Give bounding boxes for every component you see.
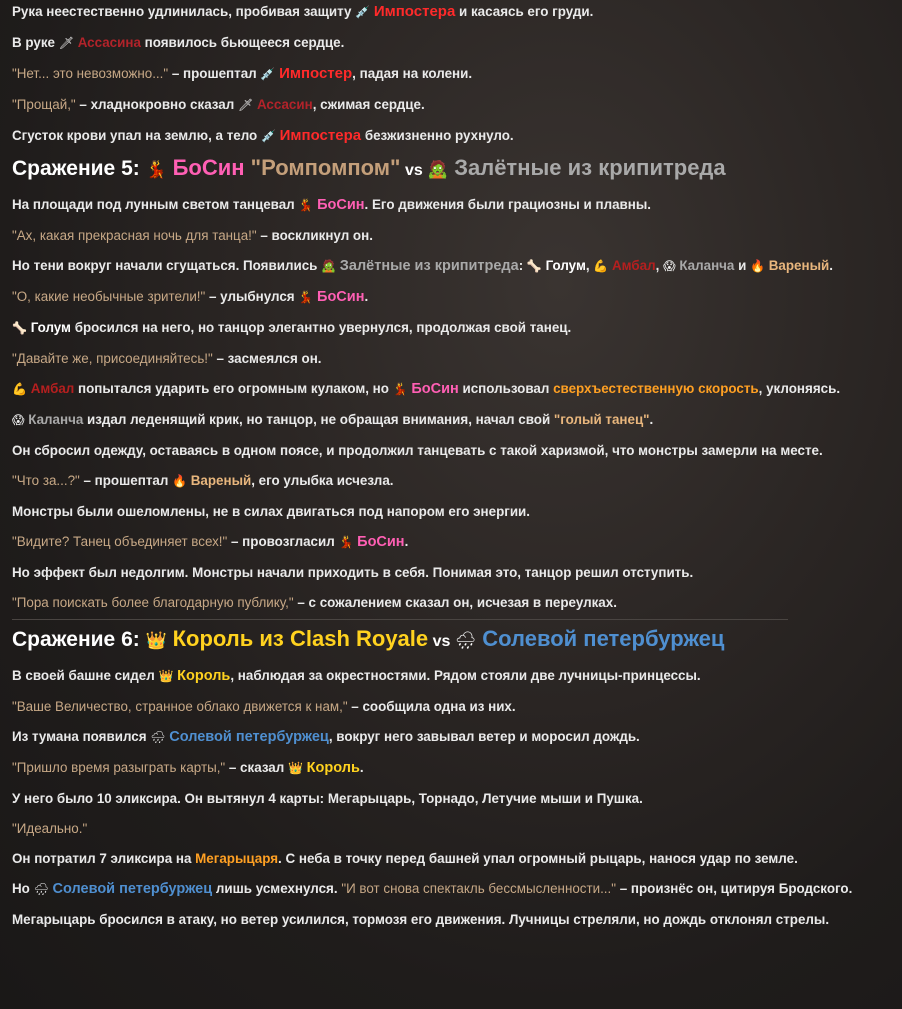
character-zaletnye: Залётные из крипитреда (339, 258, 519, 274)
zombie-icon: 🧟 (427, 160, 449, 179)
card-mega-knight: Мегарыцаря (195, 851, 279, 866)
character-varenyi: Вареный (768, 258, 830, 273)
story-line: "Нет... это невозможно..." – прошептал 💉 Импостер, падая на колени. (12, 65, 473, 82)
story-line: Но 🌧 Солевой петербуржец лишь усмехнулся. "И вот снова спектакль бессмысленности..." – произнёс он, цитируя Бродского. (12, 881, 853, 897)
character-bosin: БоСин (317, 289, 365, 305)
character-golum: Голум (545, 258, 586, 273)
dancer-icon: 💃 (392, 382, 408, 396)
story-line: Из тумана появился 🌧 Солевой петербуржец, вокруг него завывал ветер и моросил дождь. (12, 729, 640, 745)
story-line: Но эффект был недолгим. Монстры начали приходить в себя. Понимая это, танцор решил отступить. (12, 565, 694, 580)
story-line: В руке 🗡 Ассасина появилось бьющееся сердце. (12, 35, 345, 50)
quote: "Давайте же, присоединяйтесь!" (12, 351, 213, 366)
zombie-icon: 🧟 (321, 259, 337, 273)
quote: "Видите? Танец объединяет всех!" (12, 534, 228, 549)
dancer-icon: 💃 (338, 535, 354, 549)
character-golum: Голум (30, 320, 71, 335)
story-content (0, 1, 902, 930)
fire-icon: 🔥 (172, 474, 187, 488)
character-bosin: БоСин (317, 197, 365, 213)
story-line: "Пора поискать более благодарную публику," – с сожалением сказал он, исчезая в переулках. (12, 595, 617, 610)
story-line: "Давайте же, присоединяйтесь!" – засмеялся он. (12, 351, 322, 366)
fire-icon: 🔥 (750, 259, 766, 273)
character-king: Король (306, 760, 360, 776)
crown-icon: 👑 (158, 669, 174, 683)
character-ambal: Амбал (30, 381, 75, 396)
bone-icon: 🦴 (12, 321, 27, 335)
character-king: Король (177, 668, 231, 684)
battle-5-fighter-2: Залётные из крипитреда (454, 155, 726, 180)
story-line (12, 818, 890, 839)
ability-naked-dance: "голый танец" (553, 412, 650, 427)
syringe-icon: 💉 (355, 5, 371, 19)
battle-5-heading: Сражение 5: 💃 БоСин "Ромпомпом" vs 🧟 Залётные из крипитреда (12, 155, 726, 180)
dancer-icon: 💃 (145, 160, 167, 179)
story-line: Рука неестественно удлинилась, пробивая защиту 💉 Импостера и касаясь его груди. (12, 3, 594, 20)
battle-5-fighter-1: БоСин (172, 155, 245, 180)
character-ambal: Амбал (612, 258, 656, 273)
story-line: Монстры были ошеломлены, не в силах двигаться под напором его энергии. (12, 504, 531, 519)
rain-cloud-icon: 🌧 (33, 882, 49, 896)
story-line: "О, какие необычные зрители!" – улыбнулся 💃 БоСин. (12, 289, 369, 305)
character-impostor: Импостера (279, 127, 362, 144)
battle-6-heading: Сражение 6: 👑 Король из Clash Royale vs 🌧 Солевой петербуржец (12, 626, 725, 651)
story-line: Он потратил 7 эликсира на Мегарыцаря. С неба в точку перед башней упал огромный рыцарь, нанося удар по земле. (12, 851, 798, 866)
bone-icon: 🦴 (526, 259, 542, 273)
dagger-icon: 🗡 (58, 36, 74, 50)
story-line: Сгусток крови упал на землю, а тело 💉 Импостера безжизненно рухнуло. (12, 127, 514, 144)
battle-6-fighter-2: Солевой петербуржец (482, 626, 725, 651)
quote: "О, какие необычные зрители!" (12, 289, 206, 304)
dancer-icon: 💃 (298, 290, 314, 304)
story-line: На площади под лунным светом танцевал 💃 БоСин. Его движения были грациозны и плавны. (12, 197, 652, 213)
story-line: "Пришло время разыграть карты," – сказал 👑 Король. (12, 760, 364, 776)
character-bosin: БоСин (411, 381, 459, 397)
character-assassin: Ассасина (77, 35, 141, 50)
story-line: Он сбросил одежду, оставаясь в одном поясе, и продолжил танцевать с такой харизмой, что монстры замерли на месте. (12, 443, 823, 458)
story-line: "Ах, какая прекрасная ночь для танца!" – воскликнул он. (12, 228, 373, 243)
character-petersburger: Солевой петербуржец (169, 729, 329, 745)
story-line: 💪 Амбал попытался ударить его огромным кулаком, но 💃 БоСин использовал сверхъестественную скорость, уклоняясь. (12, 381, 841, 397)
biceps-icon: 💪 (593, 259, 609, 273)
rain-cloud-icon: 🌧 (454, 631, 477, 650)
story-line: Но тени вокруг начали сгущаться. Появились 🧟 Залётные из крипитреда: 🦴 Голум, 💪 Амбал, 😱 Каланча и 🔥 Вареный. (12, 258, 833, 274)
quote: "Пришло время разыграть карты," (12, 760, 226, 775)
story-line: В своей башне сидел 👑 Король, наблюдая за окрестностями. Рядом стояли две лучницы-принцессы. (12, 668, 701, 684)
dancer-icon: 💃 (298, 198, 314, 212)
story-line: 😱 Каланча издал леденящий крик, но танцор, не обращая внимания, начал свой "голый танец". (12, 412, 654, 427)
biceps-icon: 💪 (12, 382, 27, 396)
quote: "Идеально." (12, 821, 88, 836)
quote: "Нет... это невозможно..." (12, 66, 169, 81)
quote: "Ах, какая прекрасная ночь для танца!" (12, 228, 257, 243)
dagger-icon: 🗡 (237, 98, 254, 112)
scream-icon: 😱 (12, 413, 25, 427)
story-line: Мегарыцарь бросился в атаку, но ветер усилился, тормозя его движения. Лучницы стреляли, но дождь отклонял стрелы. (12, 912, 830, 927)
quote: "Прощай," (12, 97, 76, 112)
story-line: 🦴 Голум бросился на него, но танцор элегантно увернулся, продолжая свой танец. (12, 320, 572, 335)
battle-5-fighter-1-nickname: "Ромпомпом" (244, 155, 401, 180)
character-bosin: БоСин (357, 534, 405, 550)
quote: "Ваше Величество, странное облако движется к нам," (12, 699, 348, 714)
battle-6-fighter-1: Король из Clash Royale (172, 626, 429, 651)
character-petersburger: Солевой петербуржец (52, 881, 213, 897)
character-kalancha: Каланча (679, 258, 735, 273)
divider (12, 619, 788, 620)
syringe-icon: 💉 (260, 67, 276, 81)
story-line: "Ваше Величество, странное облако движется к нам," – сообщила одна из них. (12, 699, 516, 714)
quote: "Что за...?" (12, 473, 80, 488)
character-assassin: Ассасин (256, 97, 313, 112)
syringe-icon: 💉 (260, 129, 276, 143)
ability-super-speed: сверхъестественную скорость (553, 381, 759, 396)
story-line: У него было 10 эликсира. Он вытянул 4 карты: Мегарыцарь, Торнадо, Летучие мыши и Пушка. (12, 791, 643, 806)
character-impostor: Импостера (373, 3, 456, 20)
crown-icon: 👑 (145, 631, 167, 650)
character-impostor: Импостер (279, 65, 353, 82)
crown-icon: 👑 (287, 761, 303, 775)
story-line: "Прощай," – хладнокровно сказал 🗡 Ассасин, сжимая сердце. (12, 97, 425, 112)
character-varenyi: Вареный (190, 473, 252, 488)
story-line: "Что за...?" – прошептал 🔥 Вареный, его улыбка исчезла. (12, 473, 394, 488)
story-line: "Видите? Танец объединяет всех!" – провозгласил 💃 БоСин. (12, 534, 409, 550)
character-kalancha: Каланча (28, 412, 84, 427)
rain-cloud-icon: 🌧 (150, 730, 166, 744)
scream-icon: 😱 (663, 259, 676, 273)
quote: "Пора поискать более благодарную публику," (12, 595, 294, 610)
quote: "И вот снова спектакль бессмысленности..." (341, 881, 617, 896)
